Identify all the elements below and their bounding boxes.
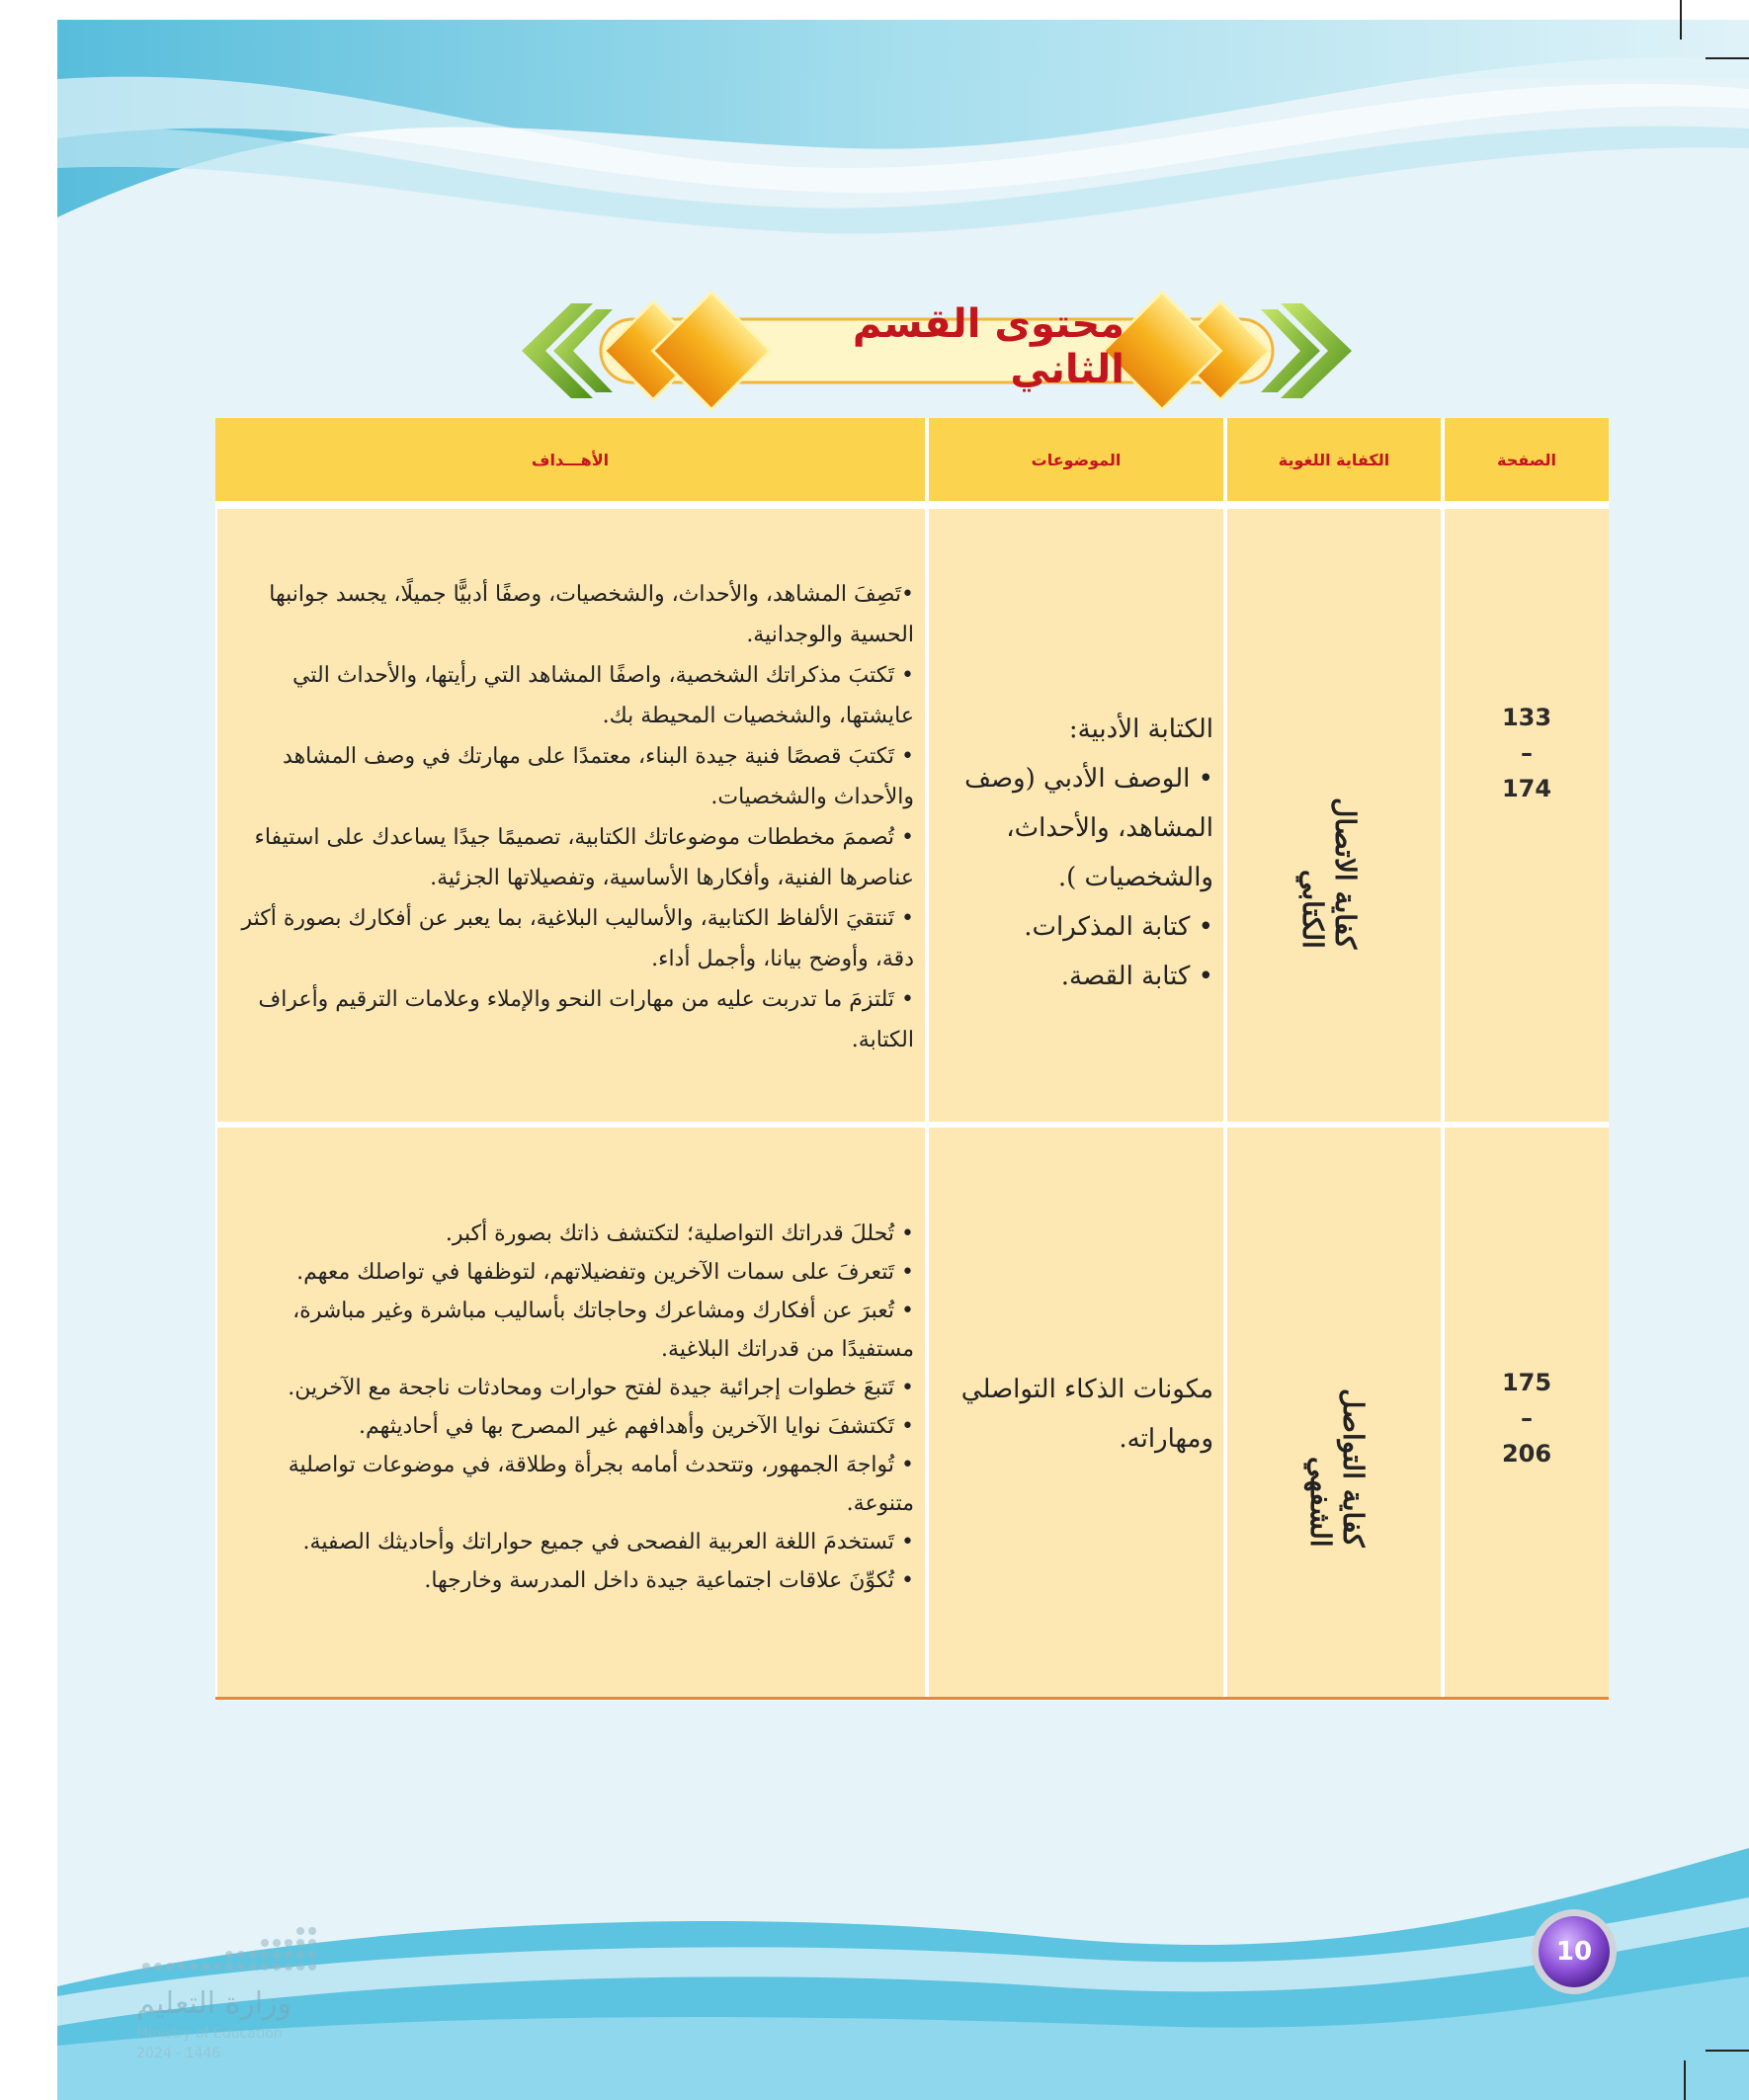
page-dash: – — [1521, 739, 1533, 767]
topics-cell-row1 — [929, 509, 1223, 1122]
topic-item: • الوصف الأدبي (وصف المشاهد، والأحداث، والشخصيات ). — [964, 764, 1213, 892]
header-topics: الموضوعات — [929, 418, 1223, 501]
topic-item: مكونات الذكاء التواصلي ومهاراته. — [960, 1375, 1213, 1454]
page-range — [1445, 1365, 1609, 1471]
goal-item: • تُكوِّنَ علاقات اجتماعية جيدة داخل المدرسة وخارجها. — [424, 1568, 914, 1593]
competency-cell-row1 — [1227, 509, 1441, 1122]
header-page: الصفحة — [1445, 418, 1609, 501]
goal-item: • تَنتقيَ الألفاظ الكتابية، والأساليب البلاغية، بما يعبر عن أفكارك بصورة أكثر دقة، وأوضح بيانا، وأجمل أداء. — [241, 906, 914, 971]
page-to: 174 — [1501, 775, 1552, 802]
page-range — [1445, 700, 1609, 806]
crop-mark — [1706, 2050, 1749, 2052]
table-bottom-rule — [215, 1697, 1609, 1700]
goal-item: • تَكتبَ قصصًا فنية جيدة البناء، معتمدًا على مهارتك في وصف المشاهد والأحداث والشخصيات. — [283, 744, 914, 809]
goal-item: • تَكتبَ مذكراتك الشخصية، واصفًا المشاهد التي رأيتها، والأحداث التي عايشتها، والشخصيات المحيطة بك. — [292, 663, 914, 728]
ministry-year: 2024 - 1446 — [136, 2046, 221, 2061]
ministry-dots-icon — [136, 1927, 334, 1986]
competency-label: كفاية الاتصال الكتابي — [1296, 797, 1362, 949]
ministry-name-arabic: وزارة التعليم — [136, 1986, 292, 2021]
section-title-banner — [502, 282, 1372, 420]
goal-item: • تَتبعَ خطوات إجرائية جيدة لفتح حوارات ومحادثات ناجحة مع الآخرين. — [288, 1376, 914, 1400]
page-from: 133 — [1501, 704, 1552, 731]
page-to: 206 — [1501, 1440, 1552, 1468]
goal-item: • تُعبرَ عن أفكارك ومشاعرك وحاجاتك بأساليب مباشرة وغير مباشرة، مستفيدًا من قدراتك البلاغية. — [292, 1299, 914, 1362]
section-title: محتوى القسم الثاني — [852, 301, 1124, 392]
page-number-badge — [1530, 1907, 1619, 1996]
goal-item: • تُواجهَ الجمهور، وتتحدث أمامه بجرأة وطلاقة، في موضوعات تواصلية متنوعة. — [288, 1453, 914, 1516]
goal-item: • تَتعرفَ على سمات الآخرين وتفضيلاتهم، لتوظفها في تواصلك معهم. — [296, 1260, 914, 1285]
goal-item: • تُصممَ مخططات موضوعاتك الكتابية، تصميمًا جيدًا يساعدك على استيفاء عناصرها الفنية، وأفكارها الأساسية، وتفصيلاتها الجزئية. — [254, 825, 914, 890]
goal-item: • تُحللَ قدراتك التواصلية؛ لتكتشف ذاتك بصورة أكبر. — [445, 1221, 914, 1246]
goal-item: • تَستخدمَ اللغة العربية الفصحى في جميع حواراتك وأحاديثك الصفية. — [302, 1530, 914, 1554]
competency-cell-row2 — [1227, 1128, 1441, 1697]
goals-list-row1 — [217, 574, 914, 1060]
top-wave-decoration — [57, 20, 1749, 277]
competency-label: كفاية التواصل الشفهي — [1304, 1388, 1370, 1548]
page-dash: – — [1521, 1404, 1533, 1432]
goals-cell-row2 — [217, 1128, 925, 1697]
topics-title: الكتابة الأدبية: — [1068, 714, 1213, 744]
goals-cell-row1 — [217, 509, 925, 1122]
topic-item: • كتابة القصة. — [1060, 962, 1213, 991]
crop-mark — [1680, 0, 1682, 40]
goal-item: •تَصِفَ المشاهد، والأحداث، والشخصيات، وصفًا أدبيًّا جميلًا، يجسد جوانبها الحسية والوجدانية. — [269, 582, 914, 647]
topic-item: • كتابة المذكرات. — [1024, 912, 1213, 942]
content-table — [215, 418, 1609, 1701]
topics-list-row2 — [958, 1365, 1213, 1464]
page-from: 175 — [1501, 1369, 1552, 1396]
crop-mark — [1706, 57, 1749, 59]
topics-list-row1 — [958, 705, 1213, 1001]
header-goals: الأهـــداف — [215, 418, 925, 501]
goal-item: • تَلتزمَ ما تدربت عليه من مهارات النحو والإملاء وعلامات الترقيم وأعراف الكتابة. — [258, 987, 914, 1052]
goal-item: • تَكتشفَ نوايا الآخرين وأهدافهم غير المصرح بها في أحاديثهم. — [358, 1414, 914, 1439]
page-cell-row1 — [1445, 509, 1609, 1122]
page-cell-row2 — [1445, 1128, 1609, 1697]
page-number: 10 — [1555, 1937, 1593, 1967]
page-background — [57, 20, 1749, 2100]
ministry-logo-watermark — [97, 1917, 374, 2075]
topics-cell-row2 — [929, 1128, 1223, 1697]
crop-mark — [1684, 2060, 1686, 2100]
header-competency: الكفاية اللغوية — [1227, 418, 1441, 501]
ministry-name-english: Ministry of Education — [136, 2026, 283, 2042]
goals-list-row2 — [217, 1215, 914, 1600]
